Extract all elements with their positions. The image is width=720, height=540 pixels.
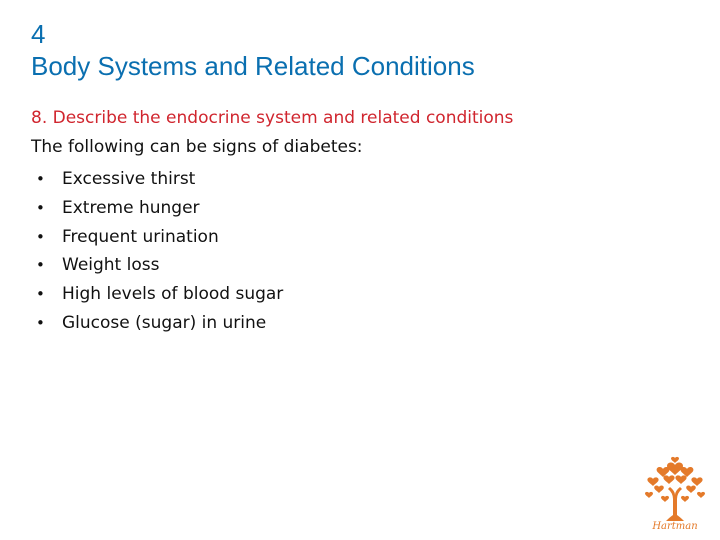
bullet-icon: • [36, 227, 45, 246]
list-item-text: Excessive thirst [62, 169, 196, 189]
list-item-text: Extreme hunger [62, 197, 200, 218]
bullet-icon: • [36, 313, 45, 332]
list-item [36, 194, 283, 223]
list-item-text: High levels of blood sugar [62, 284, 284, 305]
list-item-text: Weight loss [62, 255, 160, 276]
list-item [36, 309, 283, 338]
list-item-text: Glucose (sugar) in urine [62, 312, 267, 333]
chapter-title: Body Systems and Related Conditions [31, 51, 475, 81]
bullet-icon: • [36, 170, 45, 188]
learning-objective: 8. Describe the endocrine system and related conditions [31, 108, 514, 128]
bullet-icon: • [36, 285, 45, 304]
list-item-text: Frequent urination [62, 226, 219, 247]
list-item [36, 165, 283, 194]
bullet-icon: • [36, 198, 45, 217]
list-item [36, 251, 283, 280]
tree-of-hearts-icon [640, 455, 710, 521]
intro-text: The following can be signs of diabetes: [31, 137, 363, 157]
chapter-number: 4 [31, 19, 46, 49]
bullet-icon: • [36, 256, 45, 275]
diabetes-signs-list [36, 165, 283, 338]
list-item [36, 223, 283, 252]
list-item [36, 280, 283, 309]
hartman-logo [640, 455, 710, 535]
logo-wordmark: Hartman [652, 521, 698, 532]
slide-title [31, 18, 475, 82]
